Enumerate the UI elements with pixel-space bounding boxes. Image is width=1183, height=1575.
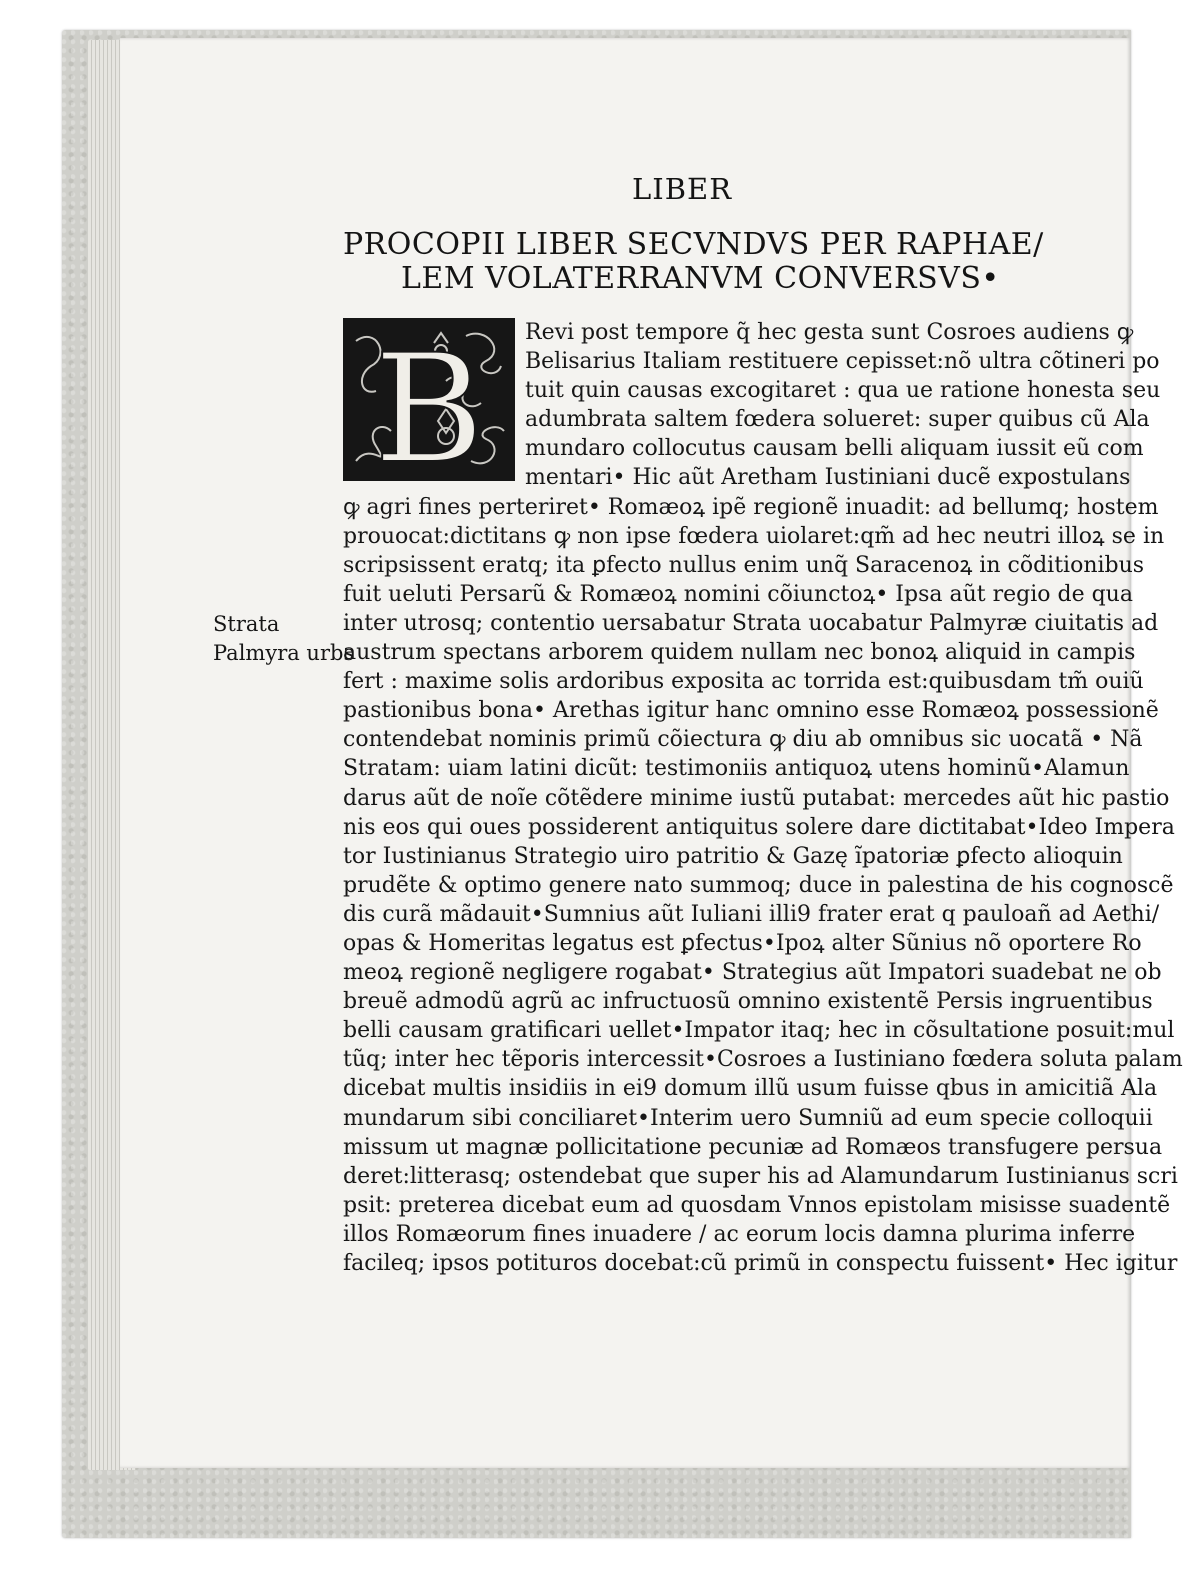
body-line: mundaro collocutus causam belli aliquam iussit eũ com	[525, 436, 1144, 462]
body-line: missum ut magnæ pollicitatione pecuniæ ad Romæos transfugere persua	[343, 1134, 1163, 1160]
body-line: illos Romæorum fines inuadere / ac eorum locis damna plurima inferre	[343, 1221, 1136, 1247]
body-line: psit: preterea dicebat eum ad quosdam Vnnos epistolam misisse suadentẽ	[343, 1192, 1171, 1218]
title-line-1: PROCOPII LIBER SECVNDVS PER RAPHAE/	[343, 227, 1044, 262]
margin-note-line: Strata	[213, 612, 280, 636]
chapter-title	[343, 228, 1063, 296]
body-line: dicebat multis insidiis in ei9 domum illũ usum fuisse qbus in amicitiã Ala	[343, 1076, 1158, 1102]
body-line: contendebat nominis primũ cõiectura ꝙ diu ab omnibus sic uocatã • Nã	[343, 727, 1143, 753]
body-line: facileq; ipsos potituros docebat:cũ primũ in conspectu fuissent• Hec igitur	[343, 1251, 1178, 1276]
body-line: meoꝝ regionẽ negligere rogabat• Strategius aũt Impatori suadebat ne ob	[343, 960, 1162, 986]
body-line: Revi post tempore q̃ hec gesta sunt Cosroes audiens ꝙ	[525, 320, 1134, 345]
body-line: scripsissent eratq; ita ꝑfecto nullus enim unq̃ Saracenoꝝ in cõditionibus	[343, 552, 1145, 578]
body-line: inter utrosq; contentio uersabatur Strata uocabatur Palmyræ ciuitatis ad	[343, 610, 1159, 636]
body-line: tuit quin causas excogitaret : qua ue ratione honesta seu	[525, 378, 1161, 404]
body-line: opas & Homeritas legatus est ꝑfectus•Ipoꝝ alter Sũnius nõ oportere Ro	[343, 930, 1142, 956]
body-line: austrum spectans arborem quidem nullam nec bonoꝝ aliquid in campis	[343, 640, 1136, 666]
body-line: mundarum sibi conciliaret•Interim uero Sumniũ ad eum specie colloquii	[343, 1105, 1153, 1131]
body-line: Stratam: uiam latini dicũt: testimoniis antiquoꝝ utens hominũ•Alamun	[343, 756, 1130, 782]
body-text	[343, 318, 1183, 1278]
title-line-2: LEM VOLATERRANVM CONVERSVS•	[401, 261, 1000, 296]
body-line: nis eos qui oues possiderent antiquitus solere dare dictitabat•Ideo Impera	[343, 814, 1175, 840]
margin-note-line: Palmyra urbs	[213, 641, 355, 665]
body-line: adumbrata saltem fœdera solueret: super quibus cũ Ala	[525, 407, 1150, 433]
body-line: deret:litterasq; ostendebat que super his ad Alamundarum Iustinianus scri	[343, 1163, 1178, 1189]
body-line: belli causam gratificari uellet•Impator itaq; hec in cõsultatione posuit:mul	[343, 1018, 1175, 1044]
margin-note	[213, 610, 354, 668]
initial-letter: B	[373, 323, 485, 497]
body-line: darus aũt de noĩe cõtẽdere minime iustũ putabat: mercedes aũt hic pastio	[343, 785, 1170, 811]
body-line: fuit ueluti Persarũ & Romæoꝝ nomini cõiunctoꝝ• Ipsa aũt regio de qua	[343, 581, 1133, 607]
body-line: tũq; inter hec tẽporis intercessit•Cosroes a Iustiniano fœdera soluta palam	[343, 1047, 1183, 1073]
running-head: LIBER	[632, 172, 733, 206]
body-line: breuẽ admodũ agrũ ac infructuosũ omnino existentẽ Persis ingruentibus	[343, 989, 1153, 1015]
body-line: mentari• Hic aũt Aretham Iustiniani ducẽ expostulans	[525, 465, 1131, 491]
body-line: tor Iustinianus Strategio uiro patritio & Gazę ĩpatoriæ ꝑfecto alioquin	[343, 843, 1123, 869]
body-line: ꝙ agri fines perteriret• Romæoꝝ ipẽ regionẽ inuadit: ad bellumq; hostem	[343, 494, 1159, 520]
body-line: prouocat:dictitans ꝙ non ipse fœdera uiolaret:qm̃ ad hec neutri illoꝝ se in	[343, 523, 1165, 549]
body-line: fert : maxime solis ardoribus exposita ac torrida est:quibusdam tm̃ ouiũ	[343, 669, 1144, 695]
body-line: pastionibus bona• Arethas igitur hanc omnino esse Romæoꝝ possessionẽ	[343, 698, 1159, 724]
body-line: dis curã mãdauit•Sumnius aũt Iuliani illi9 frater erat q pauloañ ad Aethi/	[343, 901, 1160, 927]
body-line: prudẽte & optimo genere nato summoq; duce in palestina de his cognoscẽ	[343, 872, 1174, 898]
body-line: Belisarius Italiam restituere cepisset:nõ ultra cõtineri po	[525, 349, 1160, 375]
